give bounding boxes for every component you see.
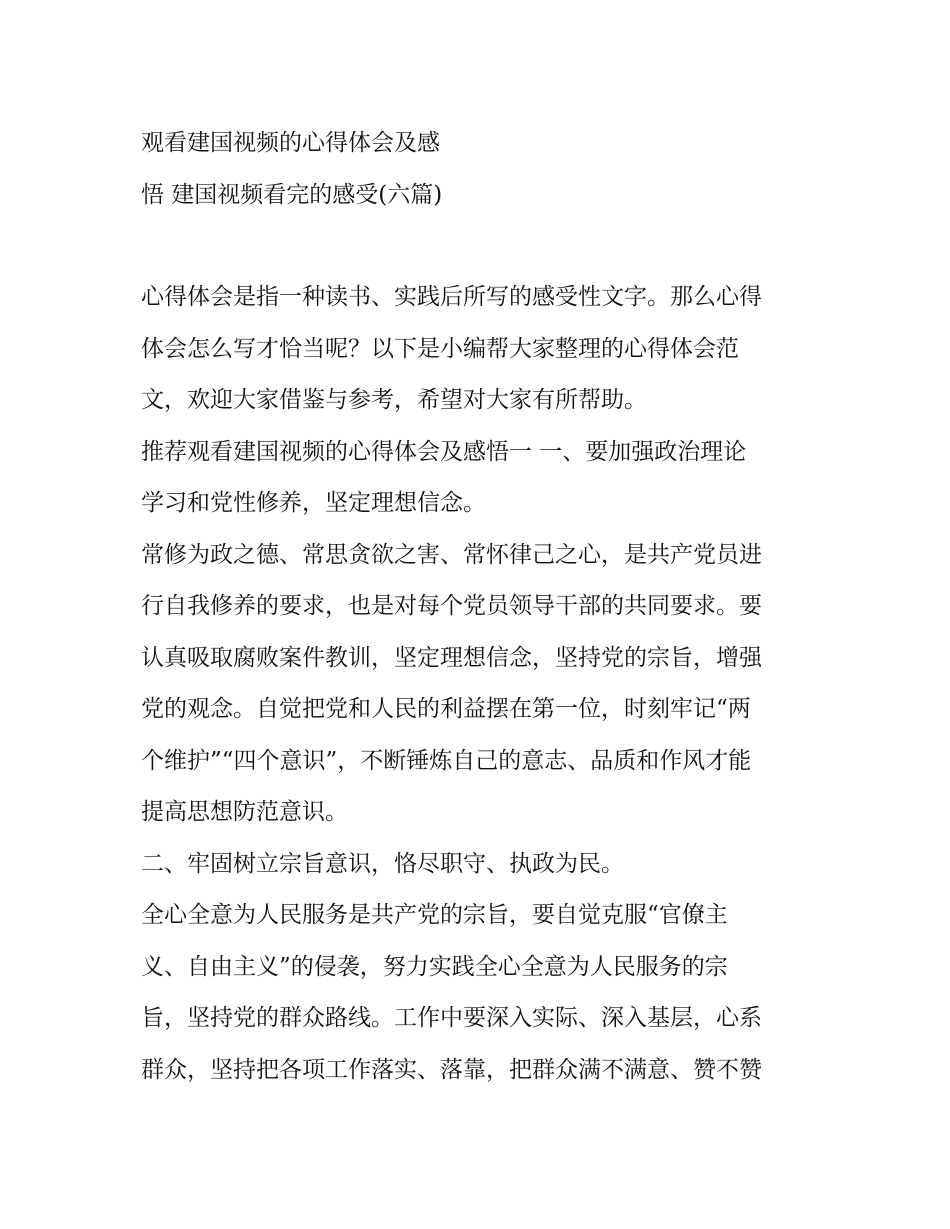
body-line-8: 认真吸取腐败案件教训，坚定理想信念，坚持党的宗旨，增强 [141,644,762,671]
body-line-15: 旨，坚持党的群众路线。工作中要深入实际、深入基层，心系 [141,1005,762,1031]
body-line-7: 行自我修养的要求，也是对每个党员领导干部的共同要求。要 [141,593,762,619]
body-line-10: 个维护”“四个意识”，不断锤炼自己的意志、品质和作风才能 [141,747,752,774]
body-line-13: 全心全意为人民服务是共产党的宗旨，要自觉克服“官僚主 [141,902,728,928]
document-body [141,272,821,1096]
body-line-9: 党的观念。自觉把党和人民的利益摆在第一位，时刻牢记“两 [141,696,751,722]
title-line-1: 观看建国视频的心得体会及感 [141,130,440,156]
document-title [141,118,821,221]
body-line-6: 常修为政之德、常思贪欲之害、常怀律己之心，是共产党员进 [141,541,762,568]
body-line-2: 体会怎么写才恰当呢？以下是小编帮大家整理的心得体会范 [141,335,739,362]
body-line-11: 提高思想防范意识。 [141,799,348,825]
body-line-1: 心得体会是指一种读书、实践后所写的感受性文字。那么心得 [141,284,762,310]
title-line-2: 悟 建国视频看完的感受(六篇) [141,181,443,208]
body-line-4: 推荐观看建国视频的心得体会及感悟一 一、要加强政治理论 [141,438,747,465]
body-line-12: 二、牢固树立宗旨意识，恪尽职守、执政为民。 [141,850,624,877]
body-line-16: 群众，坚持把各项工作落实、落靠，把群众满不满意、赞不赞 [141,1056,762,1083]
body-line-3: 文，欢迎大家借鉴与参考，希望对大家有所帮助。 [141,387,647,413]
body-line-5: 学习和党性修养，坚定理想信念。 [141,490,486,516]
body-line-14: 义、自由主义”的侵袭，努力实践全心全意为人民服务的宗 [141,953,728,980]
